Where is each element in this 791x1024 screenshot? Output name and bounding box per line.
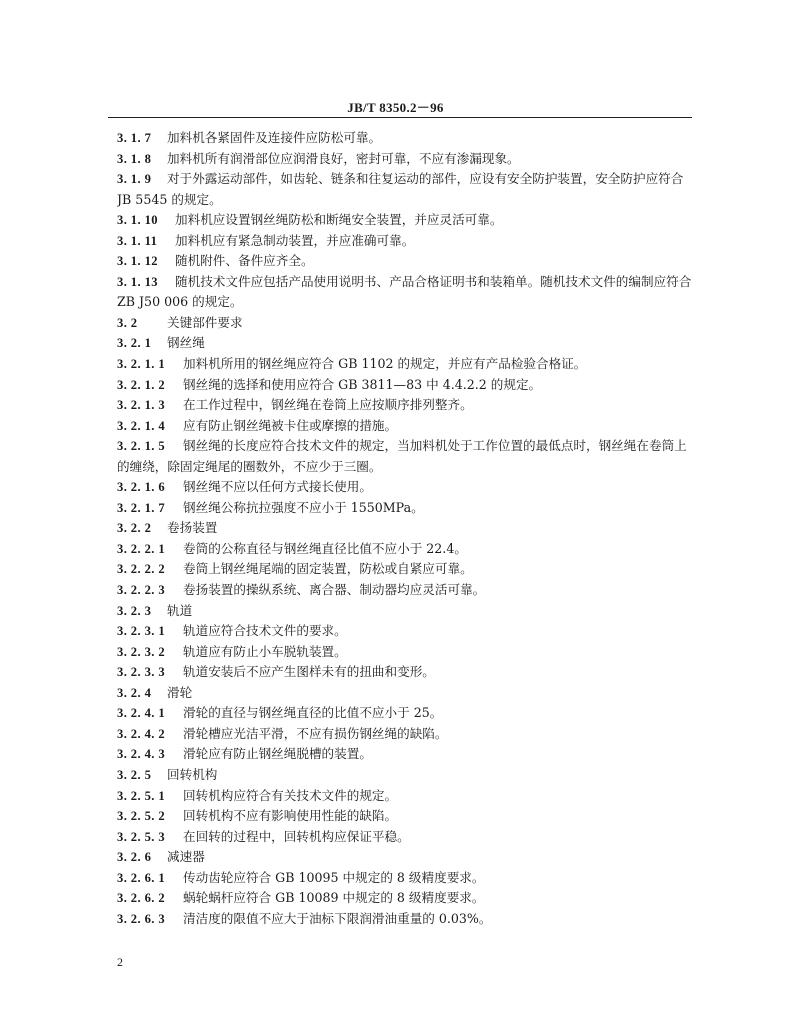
clause-number: 3. 1. 13: [117, 274, 158, 289]
clause-line: [117, 231, 691, 252]
page-number: 2: [117, 955, 123, 969]
clause-number: 3. 2. 4. 2: [117, 726, 166, 741]
clause-text: 滑轮的直径与钢丝绳直径的比值不应小于 25。: [183, 705, 443, 721]
clause-text: 对于外露运动部件，如齿轮、链条和往复运动的部件，应设有安全防护装置，安全防护应符合: [167, 171, 684, 187]
clause-text: 钢丝绳不应以任何方式接长使用。: [183, 479, 372, 495]
clause-line: [117, 724, 691, 745]
clause-text: 轨道应符合技术文件的要求。: [183, 623, 347, 639]
clause-number: 3. 2. 1. 5: [117, 439, 166, 454]
clause-number: 3. 2. 4: [117, 685, 152, 700]
clause-line: [117, 580, 691, 601]
clause-line: [117, 601, 691, 622]
clause-text: 轨道安装后不应产生图样未有的扭曲和变形。: [183, 664, 435, 680]
clause-number: 3. 1. 7: [117, 131, 152, 145]
clause-number: 3. 2. 5. 3: [117, 829, 166, 844]
clause-line: [117, 272, 691, 293]
clause-line: [117, 436, 691, 457]
clause-number: 3. 2: [117, 315, 138, 330]
clause-number: 3. 2. 1. 4: [117, 418, 166, 433]
clause-text: 传动齿轮应符合 GB 10095 中规定的 8 级精度要求。: [183, 869, 485, 885]
clause-text: 钢丝绳: [167, 335, 205, 351]
clause-text: 随机附件、备件应齐全。: [175, 253, 314, 269]
clause-line: [117, 642, 691, 663]
clause-text: 加料机应有紧急制动装置，并应准确可靠。: [175, 232, 415, 248]
clause-line: [117, 539, 691, 560]
clause-text: 在工作过程中，钢丝绳在卷筒上应按顺序排列整齐。: [183, 397, 473, 413]
clause-line: [117, 251, 691, 272]
clause-number: 3. 2. 3: [117, 603, 152, 618]
clause-number: 3. 2. 1: [117, 336, 152, 351]
clause-text: 滑轮槽应光洁平滑，不应有损伤钢丝绳的缺陷。: [183, 725, 448, 741]
clause-number: 3. 2. 1. 6: [117, 480, 166, 495]
clause-line: [117, 477, 691, 498]
clause-text: 蜗轮蜗杆应符合 GB 10089 中规定的 8 级精度要求。: [183, 890, 485, 906]
clause-number: 3. 2. 4. 1: [117, 706, 166, 721]
clause-text: 加料机所有润滑部位应润滑良好，密封可靠，不应有渗漏现象。: [167, 150, 520, 166]
clause-text: 轨道应有防止小车脱轨装置。: [183, 643, 347, 659]
clause-text: 的缠绕，除固定绳尾的圈数外，不应少于三圈。: [117, 458, 382, 474]
clause-number: 3. 2. 6. 3: [117, 911, 166, 926]
clause-number: 3. 2. 1. 1: [117, 357, 166, 372]
clause-text: 轨道: [167, 602, 193, 618]
clause-line: [117, 498, 691, 519]
clause-line: [117, 662, 691, 683]
clause-text: 关键部件要求: [167, 314, 243, 330]
clause-text: 加料机各紧固件及连接件应防松可靠。: [167, 130, 382, 145]
clause-text: 回转机构应符合有关技术文件的规定。: [183, 787, 398, 803]
clause-text: 在回转的过程中，回转机构应保证平稳。: [183, 828, 410, 844]
clause-number: 3. 2. 2: [117, 521, 152, 536]
clause-line: [117, 868, 691, 889]
clause-number: 3. 2. 2. 1: [117, 541, 166, 556]
clause-continuation-line: [117, 457, 691, 478]
clause-text: 应有防止钢丝绳被卡住或摩擦的措施。: [183, 417, 398, 433]
clause-line: [117, 333, 691, 354]
clause-line: [117, 683, 691, 704]
clause-number: 3. 2. 1. 3: [117, 398, 166, 413]
clause-number: 3. 2. 5. 2: [117, 809, 166, 824]
clause-line: [117, 806, 691, 827]
clause-line: [117, 210, 691, 231]
clause-text: ZB J50 006 的规定。: [117, 294, 243, 310]
clause-number: 3. 1. 11: [117, 233, 158, 248]
clause-text: 钢丝绳公称抗拉强度不应小于 1550MPa。: [183, 499, 424, 515]
document-header: JB/T 8350.2－96: [347, 100, 444, 115]
clause-number: 3. 2. 4. 3: [117, 747, 166, 762]
clause-line: [117, 847, 691, 868]
clause-number: 3. 2. 6: [117, 850, 152, 865]
clause-line: [117, 888, 691, 909]
clause-text: JB 5545 的规定。: [117, 191, 222, 207]
clause-continuation-line: [117, 292, 691, 313]
clause-text: 卷筒上钢丝绳尾端的固定装置，防松或自紧应可靠。: [183, 561, 473, 577]
clause-number: 3. 2. 6. 1: [117, 870, 166, 885]
clause-number: 3. 1. 12: [117, 254, 158, 269]
clause-text: 清洁度的限值不应大于油标下限润滑油重量的 0.03%。: [183, 910, 492, 926]
clause-text: 钢丝绳的选择和使用应符合 GB 3811—83 中 4.4.2.2 的规定。: [183, 376, 542, 392]
clause-line: [117, 149, 691, 170]
clause-text: 随机技术文件应包括产品使用说明书、产品合格证明书和装箱单。随机技术文件的编制应符合: [175, 273, 691, 289]
clause-text: 钢丝绳的长度应符合技术文件的规定，当加料机处于工作位置的最低点时，钢丝绳在卷筒上: [183, 438, 687, 454]
clause-line: [117, 765, 691, 786]
clause-line: [117, 518, 691, 539]
clause-text: 卷扬装置的操纵系统、离合器、制动器均应灵活可靠。: [183, 582, 486, 598]
clause-number: 3. 2. 2. 2: [117, 562, 166, 577]
clause-line: [117, 416, 691, 437]
clause-number: 3. 2. 3. 2: [117, 644, 166, 659]
clause-line: [117, 703, 691, 724]
clause-number: 3. 2. 5: [117, 767, 152, 782]
clause-text: 回转机构: [167, 766, 218, 782]
clause-number: 3. 2. 1. 2: [117, 377, 166, 392]
clause-line: [117, 559, 691, 580]
clause-line: [117, 169, 691, 190]
clause-line: [117, 313, 691, 334]
clause-number: 3. 1. 8: [117, 151, 152, 166]
document-body: [117, 128, 691, 929]
clause-continuation-line: [117, 190, 691, 211]
clause-text: 加料机应设置钢丝绳防松和断绳安全装置，并应灵活可靠。: [175, 212, 503, 228]
clause-line: [117, 621, 691, 642]
clause-line: [117, 395, 691, 416]
clause-text: 卷筒的公称直径与钢丝绳直径比值不应小于 22.4。: [183, 540, 467, 556]
clause-text: 卷扬装置: [167, 520, 218, 536]
clause-line: [117, 375, 691, 396]
clause-line: [117, 354, 691, 375]
clause-line: [117, 909, 691, 930]
clause-line: [117, 786, 691, 807]
clause-number: 3. 1. 10: [117, 213, 158, 228]
clause-text: 回转机构不应有影响使用性能的缺陷。: [183, 808, 398, 824]
clause-text: 滑轮: [167, 684, 193, 700]
clause-line: [117, 827, 691, 848]
clause-text: 减速器: [167, 849, 205, 865]
clause-line: [117, 128, 691, 149]
clause-text: 加料机所用的钢丝绳应符合 GB 1102 的规定，并应有产品检验合格证。: [183, 356, 587, 372]
clause-number: 3. 2. 6. 2: [117, 891, 166, 906]
clause-number: 3. 2. 3. 3: [117, 665, 166, 680]
clause-number: 3. 1. 9: [117, 172, 152, 187]
clause-number: 3. 2. 5. 1: [117, 788, 166, 803]
clause-number: 3. 2. 2. 3: [117, 583, 166, 598]
header-rule: [108, 117, 692, 118]
clause-number: 3. 2. 1. 7: [117, 500, 166, 515]
clause-text: 滑轮应有防止钢丝绳脱槽的装置。: [183, 746, 372, 762]
clause-line: [117, 744, 691, 765]
clause-number: 3. 2. 3. 1: [117, 624, 166, 639]
